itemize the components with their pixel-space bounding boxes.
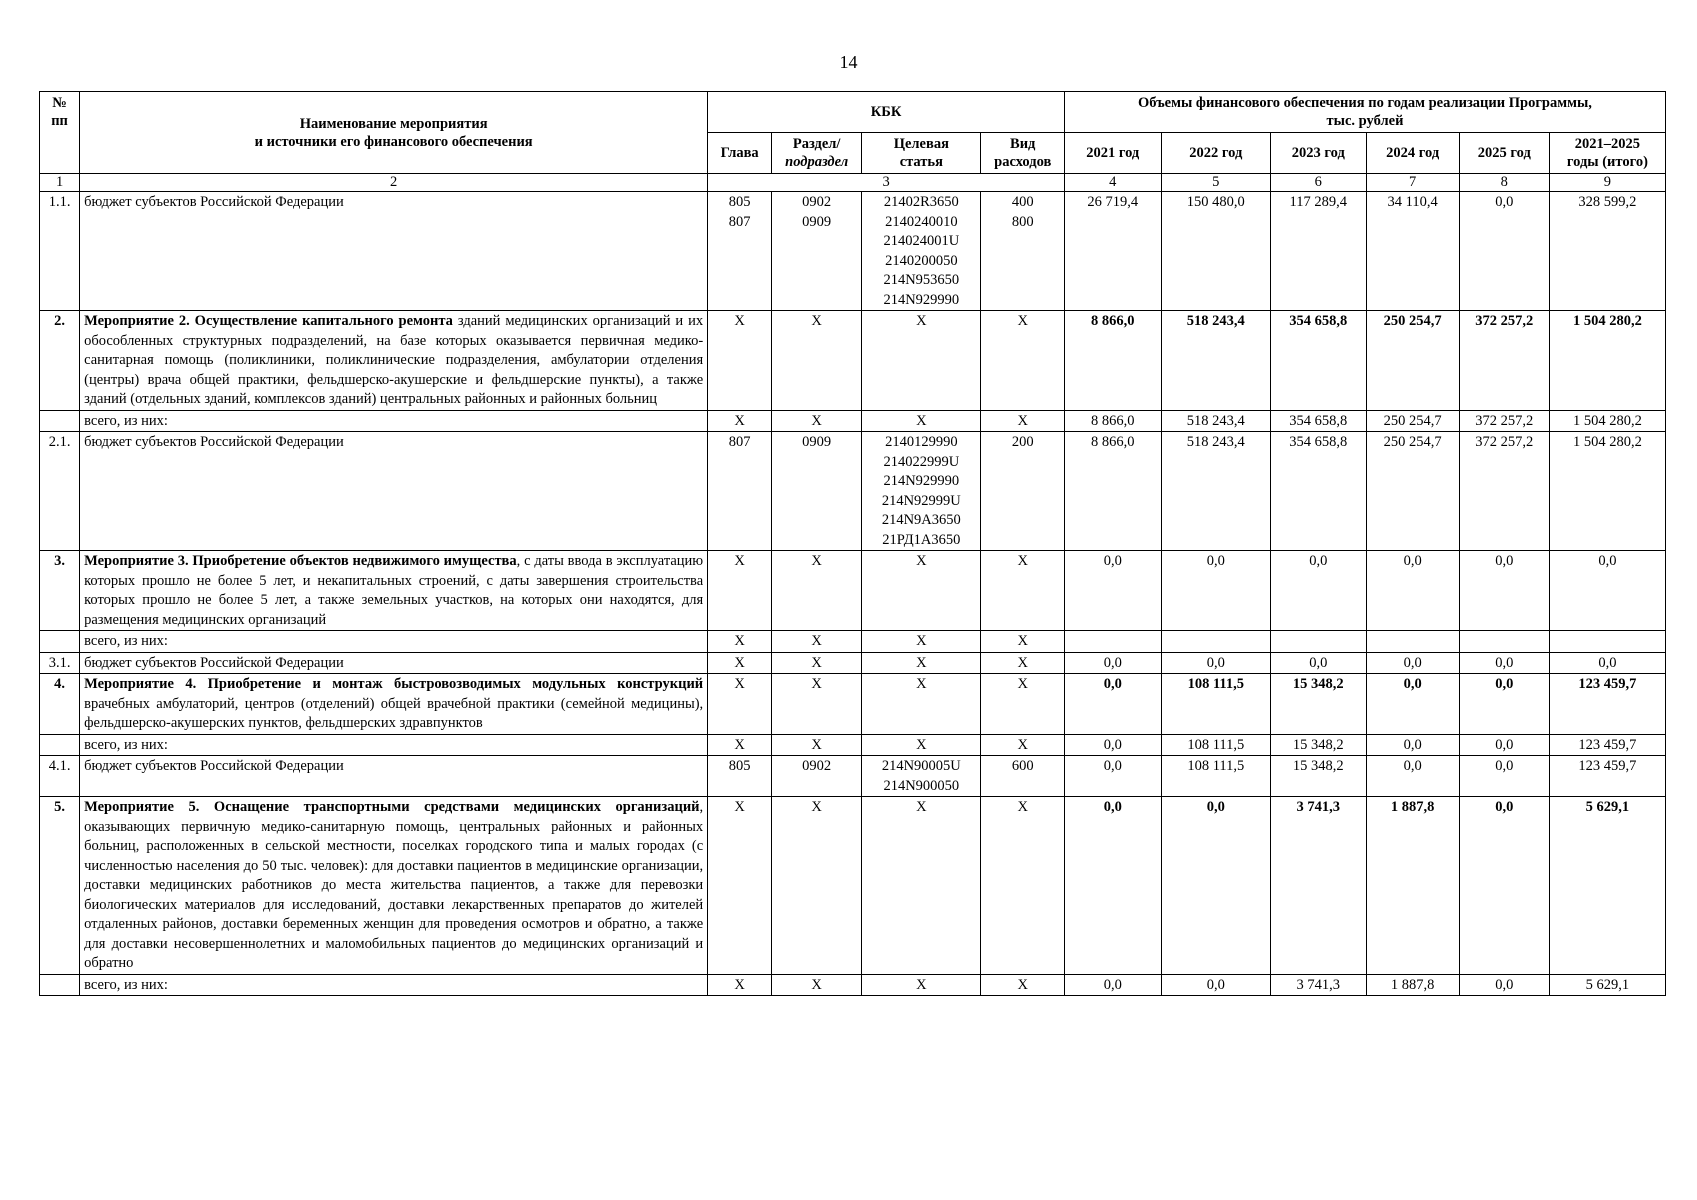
- vid-cell: 200: [981, 432, 1065, 551]
- table-row: [40, 652, 1666, 674]
- value-2022: 518 243,4: [1161, 311, 1271, 411]
- value-2025: 0,0: [1459, 192, 1549, 311]
- header-razdel: Раздел/ подраздел: [772, 133, 862, 174]
- vid-cell: 400 800: [981, 192, 1065, 311]
- tsel-cell: X: [862, 674, 981, 735]
- glava-cell: X: [708, 311, 772, 411]
- value-2025: 0,0: [1459, 734, 1549, 756]
- header-year-2023: 2023 год: [1271, 133, 1366, 174]
- row-number: 2.: [40, 311, 80, 411]
- value-2021: 0,0: [1064, 756, 1161, 797]
- razdel-cell: X: [772, 974, 862, 996]
- glava-cell: 805: [708, 756, 772, 797]
- value-2021: 0,0: [1064, 797, 1161, 975]
- value-total: 328 599,2: [1549, 192, 1665, 311]
- value-2024: 250 254,7: [1366, 410, 1459, 432]
- column-numbers-row: [40, 174, 1666, 192]
- glava-cell: 807: [708, 432, 772, 551]
- row-number: 3.: [40, 551, 80, 631]
- header-year-2021: 2021 год: [1064, 133, 1161, 174]
- row-name: Мероприятие 4. Приобретение и монтаж быстровозводимых модульных конструкций врачебных амбулаторий, центров (отделений) общей врачебной практики (семейной медицины), фельдшерско-акушерских пунктов, фельдшерских здравпунктов: [80, 674, 708, 735]
- tsel-cell: X: [862, 410, 981, 432]
- vid-cell: X: [981, 311, 1065, 411]
- row-name: бюджет субъектов Российской Федерации: [80, 652, 708, 674]
- value-2025: 0,0: [1459, 652, 1549, 674]
- value-2022: 108 111,5: [1161, 734, 1271, 756]
- page-number: 14: [839, 52, 858, 72]
- razdel-cell: X: [772, 551, 862, 631]
- row-number: [40, 974, 80, 996]
- table-row: [40, 631, 1666, 653]
- glava-cell: X: [708, 551, 772, 631]
- value-2021: [1064, 631, 1161, 653]
- tsel-cell: 2140129990 214022999U 214N929990 214N92999U 214N9A3650 21РД1А3650: [862, 432, 981, 551]
- value-2023: 0,0: [1271, 652, 1366, 674]
- header-row-1: [40, 92, 1666, 133]
- row-name: Мероприятие 5. Оснащение транспортными средствами медицинских организаций, оказывающих первичную медико-санитарную помощь, центральных районных и районных больниц, расположенных в сельской местности, поселках городского типа и малых городах (с численностью населения до 50 тыс. человек): для доставки пациентов в медицинские организации, доставки медицинских работников до места жительства пациентов, а также для перевозки биологических материалов для исследований, доставки лекарственных препаратов до жителей отдаленных районов, доставки беременных женщин для проведения осмотров и обратно, а также для доставки несовершеннолетних и маломобильных пациентов до медицинских организаций и обратно: [80, 797, 708, 975]
- value-2024: 0,0: [1366, 734, 1459, 756]
- tsel-cell: X: [862, 974, 981, 996]
- col-number: 2: [80, 174, 708, 192]
- col-number: 5: [1161, 174, 1271, 192]
- vid-cell: X: [981, 797, 1065, 975]
- value-2025: 0,0: [1459, 674, 1549, 735]
- value-2021: 0,0: [1064, 674, 1161, 735]
- row-number: [40, 410, 80, 432]
- razdel-cell: X: [772, 734, 862, 756]
- value-2021: 8 866,0: [1064, 311, 1161, 411]
- razdel-cell: X: [772, 311, 862, 411]
- razdel-cell: X: [772, 410, 862, 432]
- tsel-cell: X: [862, 551, 981, 631]
- glava-cell: X: [708, 974, 772, 996]
- razdel-cell: X: [772, 674, 862, 735]
- glava-cell: 805 807: [708, 192, 772, 311]
- header-name: Наименование мероприятия и источники его финансового обеспечения: [80, 92, 708, 174]
- value-2025: 372 257,2: [1459, 432, 1549, 551]
- value-total: [1549, 631, 1665, 653]
- row-name: всего, из них:: [80, 974, 708, 996]
- row-number: [40, 631, 80, 653]
- header-vid: Вид расходов: [981, 133, 1065, 174]
- value-2021: 0,0: [1064, 734, 1161, 756]
- value-2021: 26 719,4: [1064, 192, 1161, 311]
- value-2023: 354 658,8: [1271, 311, 1366, 411]
- razdel-cell: X: [772, 631, 862, 653]
- table-row: [40, 974, 1666, 996]
- razdel-cell: 0902 0909: [772, 192, 862, 311]
- value-2022: 0,0: [1161, 974, 1271, 996]
- vid-cell: X: [981, 551, 1065, 631]
- value-2024: 250 254,7: [1366, 432, 1459, 551]
- value-2022: [1161, 631, 1271, 653]
- glava-cell: X: [708, 674, 772, 735]
- razdel-cell: X: [772, 652, 862, 674]
- value-2023: 0,0: [1271, 551, 1366, 631]
- razdel-cell: 0902: [772, 756, 862, 797]
- header-volumes: Объемы финансового обеспечения по годам реализации Программы, тыс. рублей: [1064, 92, 1665, 133]
- vid-cell: X: [981, 652, 1065, 674]
- value-total: 1 504 280,2: [1549, 432, 1665, 551]
- value-2023: 15 348,2: [1271, 674, 1366, 735]
- value-2023: 3 741,3: [1271, 974, 1366, 996]
- tsel-cell: X: [862, 734, 981, 756]
- tsel-cell: X: [862, 652, 981, 674]
- header-year-2024: 2024 год: [1366, 133, 1459, 174]
- row-name: Мероприятие 2. Осуществление капитального ремонта зданий медицинских организаций и их обособленных структурных подразделений, на базе которых оказывается первичная медико-санитарная помощь (поликлиники, поликлинические подразделения, амбулатории отделения (центры) врача общей практики, фельдшерско-акушерские и фельдшерские пункты), а также зданий (отдельных зданий, комплексов зданий) центральных районных и районных больниц: [80, 311, 708, 411]
- value-2023: 15 348,2: [1271, 756, 1366, 797]
- value-2022: 150 480,0: [1161, 192, 1271, 311]
- value-2024: 1 887,8: [1366, 974, 1459, 996]
- value-total: 5 629,1: [1549, 797, 1665, 975]
- glava-cell: X: [708, 734, 772, 756]
- value-2022: 518 243,4: [1161, 410, 1271, 432]
- row-name: бюджет субъектов Российской Федерации: [80, 756, 708, 797]
- value-2021: 0,0: [1064, 974, 1161, 996]
- value-2022: 0,0: [1161, 797, 1271, 975]
- value-2021: 0,0: [1064, 551, 1161, 631]
- row-number: 4.1.: [40, 756, 80, 797]
- razdel-cell: 0909: [772, 432, 862, 551]
- value-2024: 250 254,7: [1366, 311, 1459, 411]
- value-total: 123 459,7: [1549, 756, 1665, 797]
- table-row: [40, 797, 1666, 975]
- value-2021: 0,0: [1064, 652, 1161, 674]
- value-2024: 0,0: [1366, 674, 1459, 735]
- vid-cell: X: [981, 734, 1065, 756]
- value-2021: 8 866,0: [1064, 432, 1161, 551]
- row-name: всего, из них:: [80, 410, 708, 432]
- header-glava: Глава: [708, 133, 772, 174]
- row-number: 1.1.: [40, 192, 80, 311]
- value-2023: 3 741,3: [1271, 797, 1366, 975]
- value-2023: 354 658,8: [1271, 432, 1366, 551]
- header-kbk: КБК: [708, 92, 1065, 133]
- financing-table: [39, 91, 1666, 996]
- vid-cell: X: [981, 974, 1065, 996]
- header-total: 2021–2025 годы (итого): [1549, 133, 1665, 174]
- glava-cell: X: [708, 631, 772, 653]
- row-number: 3.1.: [40, 652, 80, 674]
- table-row: [40, 192, 1666, 311]
- value-2022: 108 111,5: [1161, 674, 1271, 735]
- table-row: [40, 734, 1666, 756]
- value-2021: 8 866,0: [1064, 410, 1161, 432]
- value-total: 5 629,1: [1549, 974, 1665, 996]
- value-total: 1 504 280,2: [1549, 410, 1665, 432]
- value-total: 0,0: [1549, 551, 1665, 631]
- header-year-2025: 2025 год: [1459, 133, 1549, 174]
- value-2022: 0,0: [1161, 652, 1271, 674]
- value-2023: 117 289,4: [1271, 192, 1366, 311]
- value-2025: 0,0: [1459, 756, 1549, 797]
- value-2024: 34 110,4: [1366, 192, 1459, 311]
- razdel-cell: X: [772, 797, 862, 975]
- vid-cell: X: [981, 631, 1065, 653]
- row-number: 2.1.: [40, 432, 80, 551]
- glava-cell: X: [708, 410, 772, 432]
- col-number: 4: [1064, 174, 1161, 192]
- value-2022: 0,0: [1161, 551, 1271, 631]
- row-name: Мероприятие 3. Приобретение объектов недвижимого имущества, с даты ввода в эксплуатацию которых прошло не более 5 лет, и некапитальных строений, с даты завершения строительства которых прошло не более 5 лет, а также земельных участков, на которых они находятся, для размещения медицинских организаций: [80, 551, 708, 631]
- col-number: 6: [1271, 174, 1366, 192]
- table-row: [40, 311, 1666, 411]
- header-num: № пп: [40, 92, 80, 174]
- value-2024: 0,0: [1366, 652, 1459, 674]
- col-number: 7: [1366, 174, 1459, 192]
- col-number: 1: [40, 174, 80, 192]
- value-total: 123 459,7: [1549, 674, 1665, 735]
- row-number: 5.: [40, 797, 80, 975]
- tsel-cell: X: [862, 631, 981, 653]
- glava-cell: X: [708, 797, 772, 975]
- value-total: 1 504 280,2: [1549, 311, 1665, 411]
- row-name: бюджет субъектов Российской Федерации: [80, 432, 708, 551]
- vid-cell: 600: [981, 756, 1065, 797]
- value-2025: 0,0: [1459, 551, 1549, 631]
- table-row: [40, 756, 1666, 797]
- table-row: [40, 432, 1666, 551]
- value-2025: 0,0: [1459, 797, 1549, 975]
- col-number: 9: [1549, 174, 1665, 192]
- header-tsel: Целевая статья: [862, 133, 981, 174]
- value-2023: [1271, 631, 1366, 653]
- vid-cell: X: [981, 410, 1065, 432]
- row-name: всего, из них:: [80, 631, 708, 653]
- table-row: [40, 551, 1666, 631]
- tsel-cell: X: [862, 797, 981, 975]
- value-2024: [1366, 631, 1459, 653]
- row-name: всего, из них:: [80, 734, 708, 756]
- value-2024: 0,0: [1366, 756, 1459, 797]
- row-number: [40, 734, 80, 756]
- tsel-cell: 214N90005U 214N900050: [862, 756, 981, 797]
- glava-cell: X: [708, 652, 772, 674]
- value-2024: 1 887,8: [1366, 797, 1459, 975]
- vid-cell: X: [981, 674, 1065, 735]
- tsel-cell: 21402R3650 2140240010 214024001U 2140200050 214N953650 214N929990: [862, 192, 981, 311]
- value-2025: 0,0: [1459, 974, 1549, 996]
- value-2024: 0,0: [1366, 551, 1459, 631]
- header-year-2022: 2022 год: [1161, 133, 1271, 174]
- value-2025: 372 257,2: [1459, 410, 1549, 432]
- value-total: 123 459,7: [1549, 734, 1665, 756]
- col-number: 8: [1459, 174, 1549, 192]
- table-row: [40, 410, 1666, 432]
- value-2025: 372 257,2: [1459, 311, 1549, 411]
- value-2022: 518 243,4: [1161, 432, 1271, 551]
- value-2023: 354 658,8: [1271, 410, 1366, 432]
- tsel-cell: X: [862, 311, 981, 411]
- value-total: 0,0: [1549, 652, 1665, 674]
- value-2022: 108 111,5: [1161, 756, 1271, 797]
- value-2023: 15 348,2: [1271, 734, 1366, 756]
- value-2025: [1459, 631, 1549, 653]
- row-name: бюджет субъектов Российской Федерации: [80, 192, 708, 311]
- row-number: 4.: [40, 674, 80, 735]
- table-row: [40, 674, 1666, 735]
- col-number: 3: [708, 174, 1065, 192]
